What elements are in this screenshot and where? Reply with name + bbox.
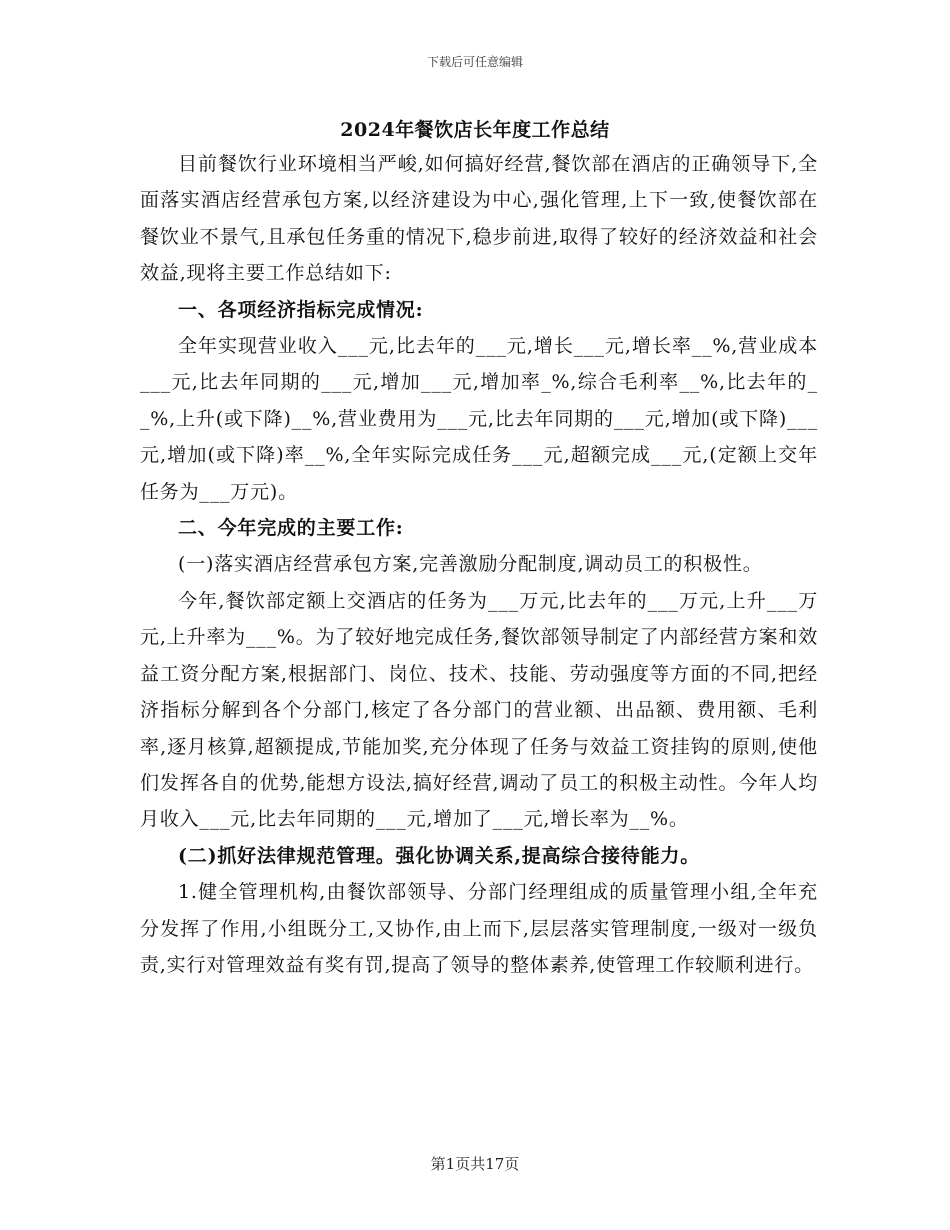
economic-indicators-paragraph: 全年实现营业收入___元,比去年的___元,增长___元,增长率__%,营业成本___元,比去年同期的___元,增加___元,增加率_%,综合毛利率__%,比去年的__%,上升(或下降)__%,营业费用为___元,比去年同期的___元,增加(或下降)___元,增加(或下降)率__%,全年实际完成任务___元,超额完成___元,(定额上交年任务为___万元)。 [140, 335, 818, 503]
header-note: 下载后可任意编辑 [426, 55, 523, 69]
management-paragraph: 1.健全管理机构,由餐饮部领导、分部门经理组成的质量管理小组,全年充分发挥了作用,小组既分工,又协作,由上而下,层层落实管理制度,一级对一级负责,实行对管理效益有奖有罚,提高了领导的整体素养,使管理工作较顺利进行。 [140, 881, 818, 976]
subsection-2-heading: (二)抓好法律规范管理。强化协调关系,提高综合接待能力。 [178, 844, 700, 867]
document-title: 2024年餐饮店长年度工作总结 [340, 119, 610, 141]
page-footer: 第1页共17页 [430, 1155, 520, 1173]
subsection-1-title: (一)落实酒店经营承包方案,完善激励分配制度,调动员工的积极性。 [178, 553, 763, 576]
subsection-1-paragraph: 今年,餐饮部定额上交酒店的任务为___万元,比去年的___万元,上升___万元,上升率为___%。为了较好地完成任务,餐饮部领导制定了内部经营方案和效益工资分配方案,根据部门、岗位、技术、技能、劳动强度等方面的不同,把经济指标分解到各个分部门,核定了各分部门的营业额、出品额、费用额、毛利率,逐月核算,超额提成,节能加奖,充分体现了任务与效益工资挂钩的原则,使他们发挥各自的优势,能想方设法,搞好经营,调动了员工的积极主动性。今年人均月收入___元,比去年同期的___元,增加了___元,增长率为__%。 [140, 589, 818, 831]
document-body [140, 146, 818, 983]
section-heading-1: 一、各项经济指标完成情况: [178, 298, 424, 321]
intro-paragraph: 目前餐饮行业环境相当严峻,如何搞好经营,餐饮部在酒店的正确领导下,全面落实酒店经营承包方案,以经济建设为中心,强化管理,上下一致,使餐饮部在餐饮业不景气,且承包任务重的情况下,稳步前进,取得了较好的经济效益和社会效益,现将主要工作总结如下: [140, 153, 818, 285]
section-heading-2: 二、今年完成的主要工作: [178, 517, 404, 540]
